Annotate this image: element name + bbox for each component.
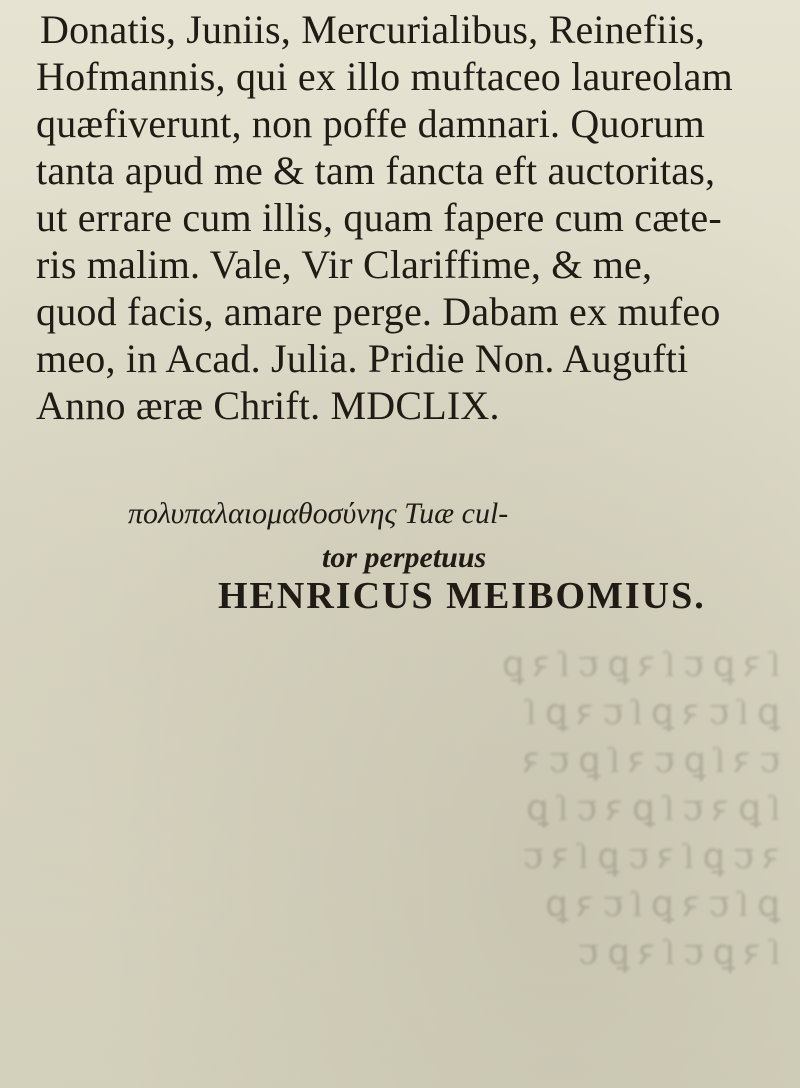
- text-line: Donatis, Juniis, Mercurialibus, Reinefiis,: [40, 7, 705, 52]
- text-line: ut errare cum illis, quam fapere cum cæte-: [36, 195, 722, 240]
- text-line: Hofmannis, qui ex illo muftaceo laureolam: [36, 54, 733, 99]
- dedication: [0, 492, 800, 580]
- author-signature: HENRICUS MEIBOMIUS.: [218, 575, 706, 617]
- text-line: tanta apud me & tam fancta eft auctoritas,: [36, 148, 716, 193]
- text-line: meo, in Acad. Julia. Pridie Non. Augufti: [36, 336, 689, 381]
- show-through-texture: ſ ꝛ ꝑ ꞇ ſ ꝛ ꝑ ꞇ ſ ꝛ ꝑ ꝑ ſ ꞇ ꝛ ꝑ ſ ꞇ ꝛ ꝑ ſ ꞇ ꝛ ſ ꝑ ꞇ ꝛ ſ ꝑ ꞇ ꝛ ſ ꝑ ꝛ ꞇ ſ ꝑ ꝛ ꞇ ſ ꝑ ꝛ ꞇ ꝑ ſ ꝛ ꞇ ꝑ ſ ꝛ ꞇ ꝑ ſ ꞇ ꝛ ꝑ ſ ꞇ ꝛ ꝑ ſ ꝛ ꝑ ꞇ ſ ꝛ ꝑ ꞇ: [502, 644, 780, 972]
- text-line: Anno æræ Chrift. MDCLIX.: [36, 383, 500, 428]
- letter-body: [36, 6, 796, 429]
- text-line: quod facis, amare perge. Dabam ex mufeo: [36, 289, 721, 334]
- text-line: ris malim. Vale, Vir Clariffime, & me,: [36, 242, 653, 287]
- dedication-latin-line: tor perpetuus: [322, 541, 487, 574]
- dedication-greek-line: πολυπαλαιομαθοσύνης Tuæ cul-: [128, 497, 509, 530]
- text-line: quæfiverunt, non poffe damnari. Quorum: [36, 101, 705, 146]
